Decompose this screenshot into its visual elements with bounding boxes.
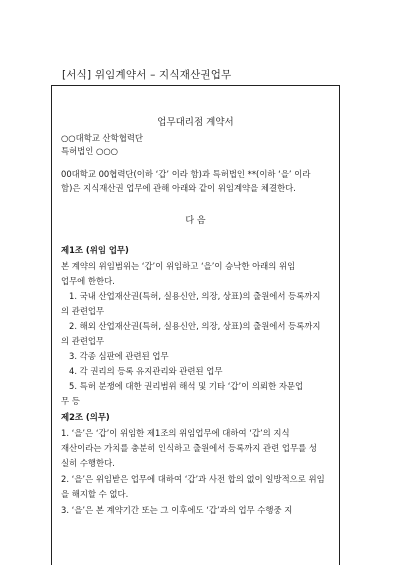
contract-title: 업무대리점 계약서 [157,117,234,128]
heading-below: 다 음 [185,216,206,226]
article1-line: 의 관련업무 [61,306,105,316]
party-b: 특허법인 ○○○ [61,146,118,156]
article1-item: 1. 국내 산업재산권(특허, 실용신안, 의장, 상표)의 출원에서 등록까지 [69,291,321,301]
article1-line: 본 계약의 위임범위는 ‘갑’이 위임하고 ‘을’이 승낙한 아래의 위임 [61,261,296,271]
article1-item: 3. 각종 심판에 관련된 업무 [69,351,169,361]
article2-line: 을 해지할 수 없다. [61,489,129,499]
article1-line: 업무에 한한다. [61,276,115,286]
party-a: ○○대학교 산학협력단 [61,133,143,143]
preamble-line: 함)은 지식재산권 업무에 관해 아래와 같이 위임계약을 체결한다. [61,183,296,193]
article1-item: 2. 해외 산업재산권(특허, 실용신안, 의장, 상표)의 출원에서 등록까지 [69,321,321,331]
preamble-line: 00대학교 00협력단(이하 ‘갑’ 이라 함)과 특허법인 **(이하 ‘을’ 이라 [61,169,311,179]
article2-line: 3. ‘을’은 본 계약기간 또는 그 이후에도 ‘갑’과의 업무 수행중 지 [61,505,293,515]
article2-line: 2. ‘을’은 위임받은 업무에 대하여 ‘갑’과 사전 합의 없이 일방적으로 위임 [61,474,325,484]
article2-line: 실히 수행한다. [61,458,115,468]
article1-line: 의 관련업무 [61,336,105,346]
form-label: [서식] 위임계약서 – 지식재산권업무 [62,69,232,81]
article2-line: 1. ‘을’은 ‘갑’이 위임한 제1조의 위임업무에 대하여 ‘갑’의 지식 [61,428,290,438]
article1-item: 4. 각 권리의 등록 유지관리와 관련된 업무 [69,366,223,376]
article1-item: 5. 특허 분쟁에 대한 권리범위 해석 및 기타 ‘갑’이 의뢰한 자문업 [69,381,304,391]
article1-line: 무 등 [61,396,80,406]
article2-line: 재산이라는 가치를 충분히 인식하고 출원에서 등록까지 관련 업무를 성 [61,443,317,453]
article1-title: 제1조 (위임 업무) [61,245,129,255]
article2-title: 제2조 (의무) [61,412,110,422]
contract-document [51,85,340,565]
